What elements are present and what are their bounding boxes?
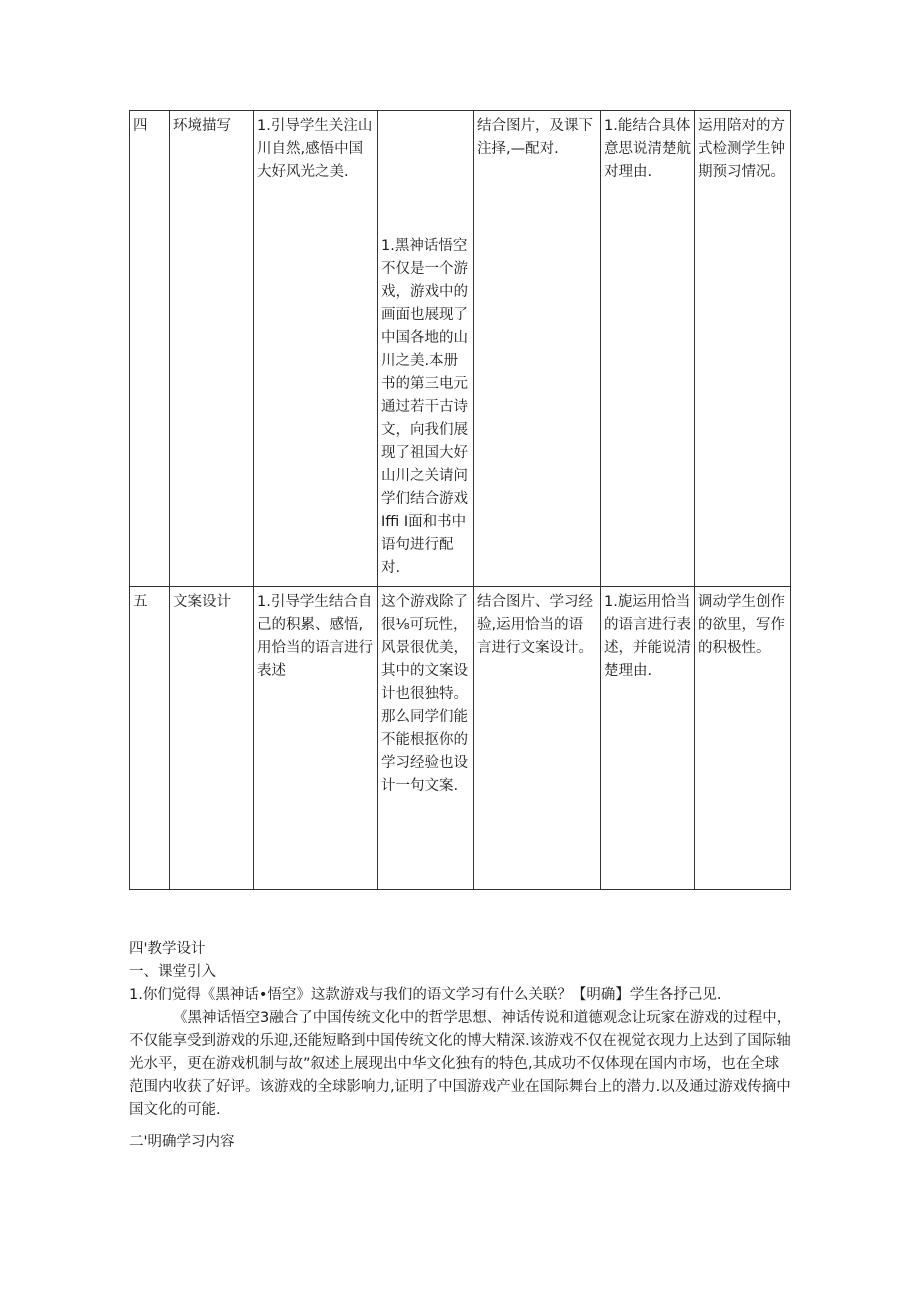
design-intent: 调动学生创作的欲里，写作的积极性。 [695,587,791,890]
design-intent: 运用陪对的方式检测学生钟期预习情况。 [695,111,791,587]
teacher-activity-text: 1.黑神话悟空不仅是一个游戏，游戏中的画面也展现了中国各地的山川之美.本册书的第三电元通过若干古诗文，向我们展现了祖国大好山川之关请问学们结合游戏Iffi I面和书中语句进行配对. [381,238,468,576]
body-paragraph: 《黑神话悟空3融合了中国传统文化中的哲学思想、神话传说和道德观念让玩家在游戏的过程中，不仅能享受到游戏的乐迎,还能短略到中国传统文化的博大精深.该游戏不仅在视觉衣现力上达到了国际轴光水平，更在游戏机制与故”叙述上展现出中华文化独有的特色,其成功不仅体现在国内市场，也在全球范围内收获了好评。该游戏的全球影响力,证明了中国游戏产业在国际舞台上的潜力.以及通过游戏传摘中国文化的可能. [129,1010,792,1118]
step-title: 环境描写 [170,111,254,587]
document-body [129,938,793,1154]
section-heading: 四'教学设计 [129,941,206,957]
evaluation: 1.旎运用恰当的语言进行表述，并能说清楚理由. [601,587,695,890]
step-number: 五 [130,587,170,890]
subsection-heading: 一、课堂引入 [129,964,216,980]
step-title: 文案设计 [170,587,254,890]
student-activity: 结合图片，及课下注择,—配对. [474,111,601,587]
teaching-goal: 1.引导学生结合自己的积累、感悟,用恰当的语言进行表述 [254,587,378,890]
table-row [130,587,791,890]
teacher-activity [378,111,474,587]
student-activity: 结合图片、学习经验,运用恰当的语言进行文案设计。 [474,587,601,890]
subsection-heading: 二'明确学习内容 [129,1134,235,1150]
step-number: 四 [130,111,170,587]
evaluation: 1.能结合具体意思说清楚航对理由. [601,111,695,587]
teaching-goal: 1.引导学生关注山川自然,感悟中国大好风光之美. [254,111,378,587]
teacher-activity: 这个游戏除了很⅛可玩性，风景很优美，其中的文案设计也很独特。那么同学们能不能根抠你的学习经验也设计一句文案. [378,587,474,890]
lesson-plan-table [129,110,791,890]
table-row [130,111,791,587]
question-paragraph: 1.你们觉得《黑神话•悟空》这款游戏与我们的语文学习有什么关联？【明确】学生各抒己见. [129,987,722,1003]
